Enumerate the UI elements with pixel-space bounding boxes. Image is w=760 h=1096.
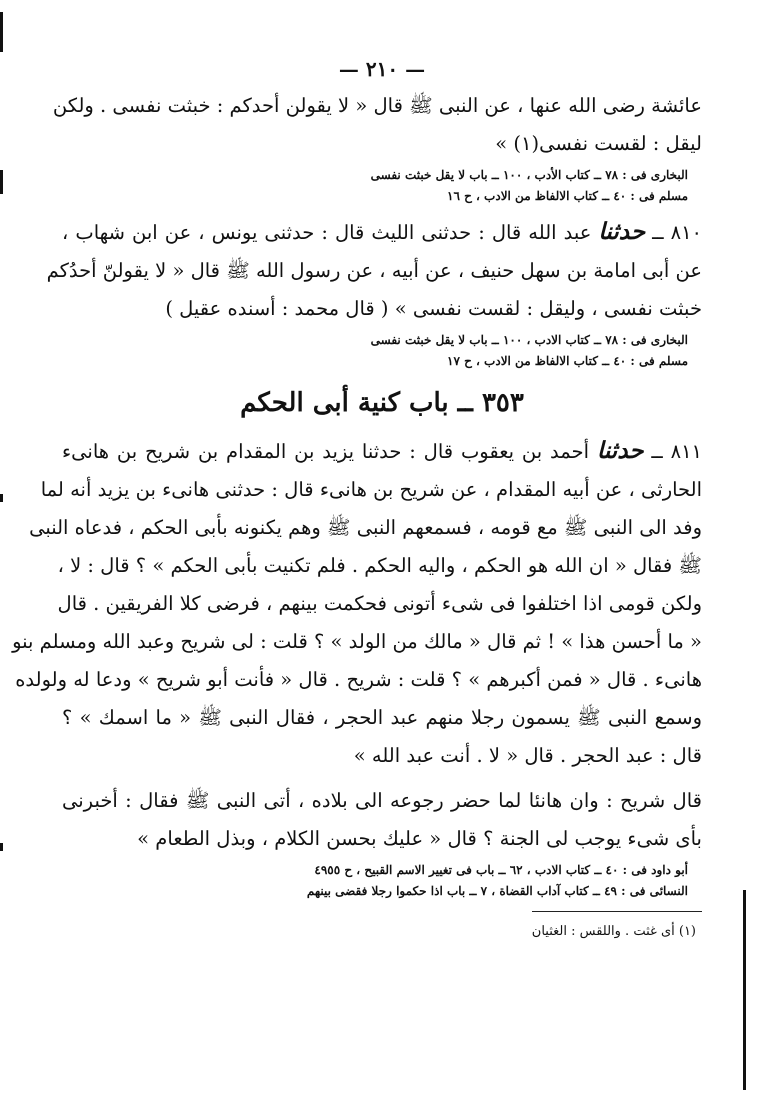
footnote: (١) أى غثت . واللقس : الغثيان bbox=[531, 924, 696, 939]
hadith-keyword: حدثنا bbox=[596, 437, 644, 464]
hadith-opening-line bbox=[62, 218, 702, 246]
hadith-keyword: حدثنا bbox=[598, 218, 646, 245]
text-line: ولكن قومى اذا اختلفوا فى شىء أتونى فحكمت بينهم ، فرضى كلا الفريقين . قال bbox=[57, 592, 702, 615]
text-line: قال شريح : وان هانئا لما حضر رجوعه الى بلاده ، أتى النبى ﷺ فقال : أخبرنى bbox=[62, 789, 702, 812]
text-line: وفد الى النبى ﷺ مع قومه ، فسمعهم النبى ﷺ وهم يكنونه بأبى الحكم ، فدعاه النبى bbox=[29, 516, 702, 539]
right-edge-mark bbox=[743, 890, 746, 1090]
left-edge-mark-middle bbox=[0, 170, 3, 194]
hadith-reference: مسلم فى : ٤٠ ــ كتاب الالفاظ من الادب ، ح ١٦ bbox=[447, 189, 688, 203]
text-line: عائشة رضى الله عنها ، عن النبى ﷺ قال « لا يقولن أحدكم : خبثت نفسى . ولكن bbox=[52, 94, 702, 117]
text-line: خبثت نفسى ، وليقل : لقست نفسى » ( قال محمد : أسنده عقيل ) bbox=[165, 297, 702, 320]
hadith-number: ٨١١ ــ bbox=[651, 440, 703, 463]
left-edge-mark-lower bbox=[0, 494, 3, 502]
text-line: الحارثى ، عن أبيه المقدام ، عن شريح بن هانىء قال : حدثنى هانىء بن يزيد أنه لما bbox=[40, 478, 702, 501]
text-span: ليقل : لقست نفسى(١) » bbox=[495, 132, 702, 155]
hadith-text: عبد الله قال : حدثنى الليث قال : حدثنى يونس ، عن ابن شهاب ، bbox=[62, 221, 592, 244]
text-line: عن أبى امامة بن سهل حنيف ، عن أبيه ، عن رسول الله ﷺ قال « لا يقولنّ أحدُكم bbox=[46, 259, 702, 282]
hadith-reference: مسلم فى : ٤٠ ــ كتاب الالفاظ من الادب ، ح ١٧ bbox=[447, 354, 688, 368]
hadith-reference: النسائى فى : ٤٩ ــ كتاب آداب القضاة ، ٧ ــ باب اذا حكموا رجلا فقضى بينهم bbox=[306, 884, 688, 898]
text-line: ﷺ فقال « ان الله هو الحكم ، واليه الحكم . فلم تكنيت بأبى الحكم » ؟ قال : لا ، bbox=[57, 554, 702, 577]
footnote-separator bbox=[532, 911, 702, 912]
hadith-reference: البخارى فى : ٧٨ ــ كتاب الادب ، ١٠٠ ــ باب لا يقل خبثت نفسى bbox=[370, 333, 688, 347]
text-line: بأى شىء يوجب لى الجنة ؟ قال « عليك بحسن الكلام ، وبذل الطعام » bbox=[137, 827, 702, 850]
text-line: « ما أحسن هذا » ! ثم قال « مالك من الولد » ؟ قلت : لى شريح وعبد الله ومسلم بنو bbox=[12, 630, 702, 653]
left-edge-mark-top bbox=[0, 12, 3, 52]
text-line: هانىء . قال « فمن أكبرهم » ؟ قلت : شريح . قال « فأنت أبو شريح » ودعا له ولولده bbox=[15, 668, 702, 691]
text-line: قال : عبد الحجر . قال « لا . أنت عبد الله » bbox=[353, 744, 702, 767]
hadith-opening-line bbox=[62, 437, 702, 465]
hadith-reference: البخارى فى : ٧٨ ــ كتاب الأدب ، ١٠٠ ــ باب لا يقل خبثت نفسى bbox=[370, 168, 688, 182]
book-page bbox=[12, 56, 703, 939]
hadith-number: ٨١٠ ــ bbox=[652, 221, 703, 244]
hadith-text: أحمد بن يعقوب قال : حدثنا يزيد بن المقدام بن شريح بن هانىء bbox=[62, 440, 589, 463]
text-line: وسمع النبى ﷺ يسمون رجلا منهم عبد الحجر ، فقال النبى ﷺ « ما اسمك » ؟ bbox=[62, 706, 702, 729]
chapter-heading: ٣٥٣ ــ باب كنية أبى الحكم bbox=[240, 388, 524, 418]
page-number: — ٢١٠ — bbox=[338, 57, 426, 81]
text-line bbox=[62, 130, 702, 157]
hadith-reference: أبو داود فى : ٤٠ ــ كتاب الادب ، ٦٢ ــ باب فى تغيير الاسم القبيح ، ح ٤٩٥٥ bbox=[314, 863, 688, 877]
left-edge-mark-bottom bbox=[0, 843, 3, 851]
